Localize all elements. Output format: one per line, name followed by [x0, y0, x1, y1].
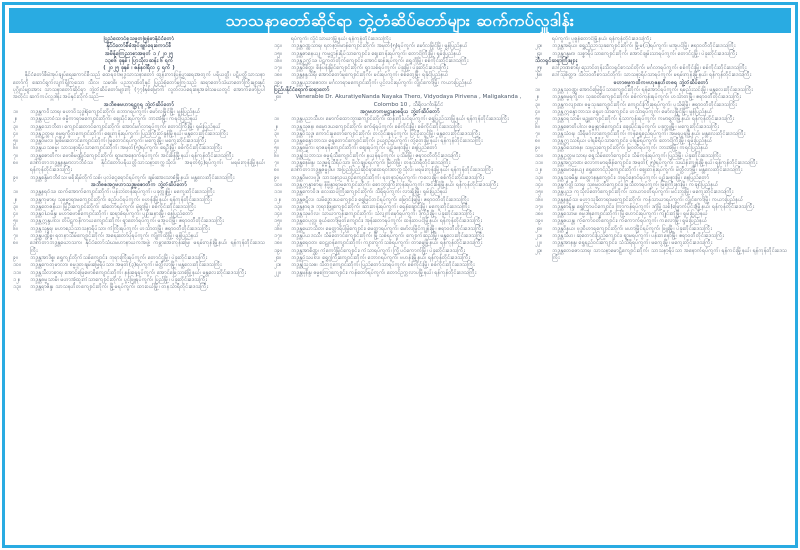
- list-item: [13, 124, 265, 131]
- item-number: ၁၀။: [13, 262, 21, 269]
- item-number: ၁၂။: [274, 196, 282, 203]
- item-number: ၁၅။: [274, 218, 282, 225]
- item-number: ၂၁။: [535, 233, 543, 240]
- item-text: ဘဒ္ဒန္တစန္ဒိမာဘိဝံသ၊ မစိုးရိမ်တိုက်သစ်၊ ပုလဲငွေရောင်ရပ်ကွက်၊ ချမ်းအေးသာစံမြို့နယ်၊ မန္တလေးတိုင်းဒေသကြီး: [30, 174, 235, 181]
- item-text: ဘဒ္ဒန္တဣန္ဒောဘာသ၊ ရွှေဟင်္သာကျောင်း၊ ဟင်္သာရပ်ကွက်၊ မော်လမြိုင်မြို့၊ မွန်ပြည်နယ်: [552, 108, 713, 115]
- item-number: ၁၉။: [274, 79, 282, 86]
- item-text: ဘဒ္ဒန္တဩဘာသ၊ ဓမ္မရံသီကျောင်းတိုက်၊ နယုန်ရပ်ကွက်၊ ပုသိမ်မြို့၊ ဧရာဝတီတိုင်းဒေသကြီး: [291, 152, 461, 159]
- item-number: ၇။: [13, 152, 18, 159]
- list-item: [13, 218, 265, 225]
- item-text: ဘဒ္ဒန္တဝိမလ၊ မြစိမ်းတောင်ကျောင်းတိုက်၊ မြတောင်ရပ်ကွက်၊ မကွေးမြို့၊ မကွေးတိုင်းဒေသကြီး: [30, 138, 206, 145]
- item-number: ၈။: [13, 160, 18, 167]
- item-number: ၄။: [274, 138, 279, 145]
- item-number: ၅။: [535, 116, 540, 123]
- list-item: [535, 72, 787, 79]
- item-number: ၁၇။: [274, 233, 282, 240]
- item-text: ဘဒ္ဒန္တဝိသုဒ္ဓ၊ ကောင်းမှုတော်ကျောင်းတိုက်၊ တလိုင်းစုရပ်ကွက်၊ ပြင်ဦးလွင်မြို့၊ မန္တလေးတိုင်းဒေသကြီး: [291, 130, 480, 137]
- item-text: ဘဒ္ဒန္တဥက္ကံသ၊ ပိဋကတ်တိုက်ကျောင်း၊ အောင်ဆန်းရပ်ကွက်၊ ရွှေဘိုမြို့၊ စစ်ကိုင်းတိုင်းဒေသကြီး: [291, 57, 469, 64]
- item-number: ၂၆။: [535, 72, 543, 79]
- item-text: ဘဒ္ဒန္တဝိမလဗုဒ္ဓိ၊ သာသနာ့ဥယျာဉ်ကျောင်းတိုက်၊ ရတနာပုံရပ်ကွက်၊ ကလေးမြို့၊ စစ်ကိုင်းတိုင်းဒေသကြီး: [291, 174, 484, 181]
- list-item: [535, 240, 787, 247]
- list-item: [274, 116, 526, 123]
- item-number: ၁၉။: [274, 247, 282, 254]
- list-item: [535, 175, 787, 182]
- list-item: [535, 218, 787, 225]
- item-number: ၁၈။: [535, 211, 543, 218]
- item-number: ၉။: [13, 254, 18, 261]
- item-number: ၃။: [13, 203, 18, 210]
- list-item: [535, 189, 787, 196]
- item-text: ဘဒ္ဒန္တဇောတိပါလ၊ ဇမ္ဗူရာဇ်ကျောင်း၊ ဈေးပိုင်းရပ်ကွက်၊ ပခုက္ကူမြို့၊ မကွေးတိုင်းဒေသကြီး: [552, 123, 719, 130]
- item-number: ၁။: [274, 116, 279, 123]
- list-item: [274, 51, 526, 58]
- item-text: ဘဒ္ဒန္တဥတ္တမသာရ၊ ရွှေသိမ်တော်ကျောင်း၊ သိမ်ကုန်းရပ်ကွက်၊ ပြည်မြို့၊ ပဲခူးတိုင်းဒေသကြီး: [552, 152, 721, 159]
- item-number: ၁၀။: [535, 152, 543, 159]
- item-number: ၉။: [535, 145, 540, 152]
- item-number: ၁၂။: [535, 167, 543, 174]
- item-number: ၆။: [274, 152, 279, 159]
- group-label: သီလရှင်ဆရာကြီးများ: [535, 57, 577, 64]
- column-2: [274, 36, 526, 542]
- item-number: ၁၄။: [274, 43, 282, 50]
- item-number: ၇။: [13, 233, 18, 240]
- item-text: ဒေါ်သုစိတ္တာ၊ သီလဝတီစာသင်တိုက်၊ သာသနာ့ရိပ်သာရပ်ကွက်၊ မရမ်းကုန်းမြို့နယ်၊ ရန်ကုန်တိုင်းဒေသကြီး: [552, 72, 752, 79]
- item-number: ၁၁။: [535, 160, 543, 167]
- item-text: ဘဒ္ဒန္တဝါယမိန္ဒ၊ မဟာဗောဓိကျောင်းတိုက်၊ ဆရာစံရပ်ကွက်၊ ပျဉ်းမနားမြို့၊ နေပြည်တော်: [30, 211, 193, 218]
- item-text: ဒေါ်ဉာဏစာရီ၊ ညောင်တုန်းသီလရှင်စာသင်တိုက်၊ မင်္ဂလာရပ်ကွက်၊ စစ်ကိုင်းမြို့၊ စစ်ကိုင်းတိုင်းဒေသကြီး: [552, 65, 747, 72]
- item-number: ၂၀။: [535, 225, 543, 232]
- list-item: [13, 262, 265, 269]
- list-item: [13, 277, 265, 284]
- item-number: ၈။: [274, 167, 279, 174]
- item-text: ဘဒ္ဒန္တသံဝရ၊ သီရိမင်္ဂလာကျောင်းတိုက်၊ ကန်ရွှေစည်ရပ်ကွက်၊ အမရပူရမြို့နယ်၊ မန္တလေးတိုင်းဒေသကြီး: [552, 130, 746, 137]
- item-number: ၃။: [274, 130, 279, 137]
- item-number: ၁၁။: [274, 189, 282, 196]
- item-text: ဘဒ္ဒန္တကောဝိဒ၊ လေးထပ်ကြီးကျောင်းတိုက်၊ သီရိရပ်ကွက်၊ လားရှိုးမြို့၊ ရှမ်းပြည်နယ်: [291, 189, 448, 196]
- item-number: ၁၈။: [274, 240, 282, 247]
- item-text: ဘဒ္ဒန္တဝိစိတ္တ၊ စိန်ပန်းမြိုင်ကျောင်းတိုက်၊ ရွာသစ်ရပ်ကွက်၊ ပဲခူးမြို့၊ ပဲခူးတိုင်းဒေသကြီး: [291, 65, 449, 72]
- list-item: [535, 94, 787, 101]
- item-number: ၂။: [274, 123, 279, 130]
- list-item: [13, 175, 265, 182]
- item-text: ဘဒ္ဒန္တပညာဇောတ၊ မင်္ဂလာရာမကျောင်းတိုက်၊ ပွင့်လင်းရပ်ကွက်၊ လွိုင်ကော်မြို့၊ ကယားပြည်နယ်: [291, 79, 473, 86]
- list-item: [535, 167, 787, 174]
- list-item: [535, 248, 787, 263]
- item-text: ဘဒ္ဒန္တရာဇိန္ဒ၊ သာသနဟိတကျောင်းတိုက်၊ မြို့မရပ်ကွက်၊ ထားဝယ်မြို့၊ တနင်္သာရီတိုင်းဒေသကြီး: [30, 284, 208, 291]
- item-number: ၉။: [274, 174, 279, 181]
- item-text: ဘဒ္ဒန္တအရိယ၊ ရွှေညီညာသုခကျောင်းတိုက်၊ မြို့မ(၁)ရပ်ကွက်၊ မအူပင်မြို့၊ ဧရာဝတီတိုင်းဒေသကြီး: [552, 43, 736, 50]
- item-text: ဘဒ္ဒန္တကေတုမာလာ၊ ဓမ္မဒူတချမ်းမြေ့ရိပ်သာ၊ အမှတ်(၃)ရပ်ကွက်၊ မိတ္ထီလာမြို့၊ မန္တလေးတိုင်းဒေသကြီး: [30, 262, 222, 269]
- item-text: ဘဒ္ဒန္တကုမာရ၊ သုဓမ္မာရာမကျောင်းတိုက်၊ စည်ပင်ရပ်ကွက်၊ ဗဟန်းမြို့နယ်၊ ရန်ကုန်တိုင်းဒေသကြီး: [30, 196, 212, 203]
- item-text: ဘဒ္ဒန္တကလျာဏ၊ ဓမ္မသုခကျောင်းတိုက်၊ ကျောင်းကြီးစုရပ်ကွက်၊ ပုသိမ်မြို့၊ ဧရာဝတီတိုင်းဒေသကြီး: [552, 101, 737, 108]
- item-number: ၃။: [13, 123, 18, 130]
- item-text: ဘဒ္ဒန္တဝိနယ၊ ဗုဒ္ဓဝိဟာရကျောင်းတိုက်၊ မဟာမြိုင်ရပ်ကွက်၊ ဖြူးမြို့၊ ပဲခူးတိုင်းဒေသကြီး: [552, 225, 712, 232]
- item-text: ဘဒ္ဒန္တဣန္ဒပါလ၊ တိပိဋကနိကာယကျောင်းတိုက်၊ ရွာတော်ရပ်ကွက်၊ မအူပင်မြို့၊ ဧရာဝတီတိုင်းဒေသကြီး: [30, 218, 224, 225]
- item-text: ဘဒ္ဒန္တအာဒိစ္စ၊ ရွှေကျင်တိုက်သစ်ကျောင်း၊ ဘုရားကြီးရပ်ကွက်၊ တောင်ငူမြို့၊ ပဲခူးတိုင်းဒေသကြီး: [30, 254, 207, 261]
- item-text: ဘဒ္ဒန္တနန္ဒဝံသ၊ မဟာသုခိတာရာမကျောင်းတိုက်၊ ကန်သာယာရပ်ကွက်၊ လွိုင်ကော်မြို့၊ ကယားပြည်နယ်: [552, 196, 744, 203]
- item-number: ၁၃။: [13, 284, 21, 291]
- item-text: ဘဒ္ဒန္တတေဇောသာရ၊ သာသနာ့မောဠိကျောင်းတိုက်၊ သာသနာ့ရိပ်သာ အနောက်ရပ်ကွက်၊ ရန်ကင်းမြို့နယ်၊ ရန်ကုန်တိုင်းဒေသကြီး: [552, 247, 787, 261]
- item-text: ဘဒ္ဒန္တဝေပုလ္လ၊ စွယ်တော်မြတ်ကျောင်း၊ အုန်းတောရပ်ကွက်၊ ထန်းတပင်မြို့နယ်၊ ရန်ကုန်တိုင်းဒေသကြီး: [291, 218, 482, 225]
- item-text: ဘဒ္ဒန္တယသဓမ္မ၊ သာသနာ့ရိပ်သာကျောင်းတိုက်၊ အမှတ်(၅)ရပ်ကွက်၊ ရေဦးမြို့၊ စစ်ကိုင်းတိုင်းဒေသကြီး: [30, 145, 222, 152]
- item-number: ၂၃။: [535, 247, 543, 254]
- item-number: ၁၅။: [274, 50, 282, 57]
- item-text: ဘဒ္ဒန္တသုဇန၊ ဓမ္မောဒယကျောင်းတိုက်၊ စက်ရုံရပ်ကွက်၊ စစ်ကိုင်းမြို့၊ စစ်ကိုင်းတိုင်းဒေသကြီး: [291, 123, 462, 130]
- list-item: [274, 197, 526, 204]
- list-item: [13, 189, 265, 196]
- item-number: ၂၀။: [274, 254, 282, 261]
- list-item: [274, 145, 526, 152]
- list-item: [535, 124, 787, 131]
- list-item: [535, 197, 787, 204]
- item-text: ဘဒ္ဒန္တပညာဝံသ၊ ဓမ္မိကာရာမကျောင်းတိုက်၊ ဈေးပိုင်းရပ်ကွက်၊ ဘားအံမြို့၊ ကရင်ပြည်နယ်: [30, 116, 198, 123]
- item-text: ဘဒ္ဒန္တနန္ဒသိရီ၊ အောင်တော်မူကျောင်းတိုက်၊ မင်းရပ်ကွက်၊ စစ်တွေမြို့၊ ရခိုင်ပြည်နယ်: [291, 72, 449, 79]
- item-number: ၁၉။: [535, 218, 543, 225]
- item-text: ဘဒ္ဒန္တဇာနေယျ၊ ကမ္မဋ္ဌာန်းရိပ်သာကျောင်း၊ ဈေးတန်းရပ်ကွက်၊ တောင်ကြီးမြို့၊ ရှမ်းပြည်နယ်: [291, 50, 462, 57]
- item-text: ဘဒ္ဒန္တသီဟ၊ ဆုတောင်းပြည့်ကျောင်း၊ ရွာမရပ်ကွက်၊ ပန်းတနော်မြို့၊ ဧရာဝတီတိုင်းဒေသကြီး: [552, 233, 724, 240]
- item-number: ၂၂။: [535, 240, 542, 247]
- list-item: [274, 43, 526, 50]
- list-item: [274, 124, 526, 131]
- item-number: ၁၆။: [274, 225, 282, 232]
- item-text: ဘဒ္ဒန္တဣဿရိယ၊ ပါရမီရိပ်သာကျောင်း၊ ပါရမီရပ်ကွက်၊ တောင်ကြီးမြို့၊ ရှမ်းပြည်နယ်: [552, 138, 713, 145]
- list-item: [13, 226, 265, 233]
- list-item: [13, 197, 265, 204]
- item-number: ၇။: [274, 160, 279, 167]
- list-item: [535, 116, 787, 123]
- item-number: ၁၈။: [274, 72, 282, 79]
- list-item: [535, 51, 787, 58]
- list-item: [13, 270, 265, 277]
- item-number: ၂၅။: [535, 65, 543, 72]
- item-text-english: Venerable Dr. AkuratiyeNanda Nayaka Thero, Vidyodaya Pirivena , Maligakanda , Colombo 10 , သီရိလင်္ကာနိုင်ငံ: [295, 94, 522, 108]
- item-text: ဘဒ္ဒန္တပဏ္ဍိစ္စ၊ ရတနာသိမ်ကျောင်းတိုက်၊ အရေးတော်ပုံရပ်ကွက်၊ ကျိုက်ထိုမြို့၊ မွန်ပြည်နယ်: [30, 233, 199, 240]
- list-item: [274, 80, 526, 87]
- item-text: ဘဒ္ဒန္တသီလာစာရ၊ အောင်မြေဗောဓိကျောင်းတိုက်၊ နန်းရှေ့ရပ်ကွက်၊ အောင်မြေသာစံမြို့နယ်၊ မန္တလေးတိုင်းဒေသကြီး: [30, 269, 246, 276]
- item-number: ၅။: [13, 138, 18, 145]
- list-item: [274, 218, 526, 225]
- item-text: ဘဒ္ဒန္တဝဏ္ဏသာရ၊ ရတနာ့ဗိမာန်ကျောင်းတိုက်၊ အမှတ်(၅)ရပ်ကွက်၊ မော်လမြိုင်မြို့၊ မွန်ပြည်နယ်: [291, 43, 468, 50]
- list-item: [274, 240, 526, 247]
- item-text: ဘဒ္ဒန္တသုန္ဒရ၊ မဟာစည်သာသနာ့ရိပ်သာ၊ ကံကြီးရပ်ကွက်၊ ဟင်္သာတမြို့၊ ဧရာဝတီတိုင်းဒေသကြီး: [30, 225, 210, 232]
- item-number: ၂၂။: [274, 269, 281, 276]
- item-number: ၂။: [13, 196, 18, 203]
- item-number: ၄။: [13, 211, 18, 218]
- item-text: ဘဒ္ဒန္တသောဘိတ၊ ကျောင်းတောင်ကျောင်းတိုက်၊ အောင်မင်္ဂလာရပ်ကွက်၊ တောင်ကြီးမြို့၊ ရှမ်းပြည်နယ်: [30, 123, 221, 130]
- item-text: ဘဒ္ဒန္တဩသဓ၊ သီတဂူကျောင်းတိုက်၊ ပြည်တော်သာရပ်ကွက်၊ စစ်ကိုင်းမြို့၊ စစ်ကိုင်းတိုင်းဒေသကြီး: [291, 262, 475, 269]
- column-3: [535, 36, 787, 542]
- list-item: [274, 189, 526, 196]
- item-text: ဘဒ္ဒန္တဥတ္တရ၊ ဓမ္မရက္ခိတကျောင်းတိုက်၊ ဈေးကုန်းရပ်ကွက်၊ ပြည်ကြီးတံခွန်မြို့နယ်၊ မန္တလေးတိုင်းဒေသကြီး: [30, 130, 228, 137]
- list-item: [13, 284, 265, 291]
- list-item: [535, 43, 787, 50]
- item-text: ဘဒ္ဒန္တနေမိန္ဒ၊ သဒ္ဓမ္မရံသီရိပ်သာ၊ ဗိုလ်ချုပ်ရပ်ကွက်၊ မြိတ်မြို့၊ တနင်္သာရီတိုင်းဒေသကြီး: [291, 160, 451, 167]
- intro-paragraph: နိုင်ငံတော်စီမံအုပ်ချုပ်ရေးကောင်စီသည် ထေရဝါဒဗုဒ္ဓသာသနာတော် ထွန်းကားပြန့်ပွားရေးအတွက် ပရိယတ္တိ၊ ပဋိပတ္တိသာသနာတော်ကို ဆောင်ရွက်လျက်ရှိကြသော သီလ၊ သမာဓိ၊ ပညာဂုဏ်တို့နှင့် ပြည့်စုံတော်မူကြသည့် ဆရာတော်သံဃာတော်ကြီးများနှင့် ပုဂ္ဂိုလ်များအား သာသနာတော်ဆိုင်ရာ ဘွဲ့တံဆိပ်တော်များကို (၇၇)နှစ်မြောက် လွတ်လပ်ရေးနေ့အခါသမယတွင် အောက်ဖော်ပြပါအတိုင်း ဆက်ကပ်လှူဒါန်း အပ်နှင်းလိုက်သည်—: [13, 72, 265, 101]
- item-text: ဘဒ္ဒန္တရေဝတ၊ ဝေဠုဝန်ကျောင်းတိုက်၊ ကျားကွက်သစ်ရပ်ကွက်၊ တာမွေမြို့နယ်၊ ရန်ကုန်တိုင်းဒေသကြီး: [291, 240, 483, 247]
- item-text: ဘဒ္ဒန္တအာနန္ဒ၊ ရွှေရည်ဝင်းကျောင်း၊ သံသီရိရပ်ကွက်၊ မကွေးမြို့၊ မကွေးတိုင်းဒေသကြီး: [552, 240, 713, 247]
- list-item: [535, 102, 787, 109]
- list-item: [535, 226, 787, 233]
- item-number: ၁၆။: [535, 196, 543, 203]
- item-text: ဘဒ္ဒန္တစာရိန္ဒ၊ ရွှေကြာပင်ကျောင်း၊ ကြာကန်ရပ်ကွက်၊ ဒဂုံမြို့သစ်(မြောက်ပိုင်း)မြို့နယ်၊ ရန်ကုန်တိုင်းဒေသကြီး: [552, 203, 754, 210]
- item-number: ၆။: [13, 145, 18, 152]
- section-heading: ( ၂၀၂၅ ခုနှစ် ၊ ဇန်နဝါရီလ ၄ ရက် ): [103, 65, 175, 72]
- section-heading: ၁၃၈၆ ခုနှစ် ၊ ပြာသိုလဆန်း ၆ ရက်: [104, 57, 174, 64]
- item-number: ၅။: [274, 145, 279, 152]
- section-heading: နိုင်ငံတော်စီမံအုပ်ချုပ်ရေးကောင်စီ: [106, 43, 172, 50]
- section-heading: အမိန့်ကြေညာစာအမှတ် ၁ / ၂၀၂၅: [105, 50, 173, 57]
- item-number: ၂။: [13, 116, 18, 123]
- list-item: [13, 145, 265, 152]
- list-item: [274, 167, 526, 174]
- item-number: ၁၇။: [535, 203, 543, 210]
- item-number: ၁၄။: [535, 181, 543, 188]
- item-text: ဘဒ္ဒန္တဓမ္မိက၊ ရာဇမုနိကျောင်းတိုက်၊ ဈေးရပ်ကွက်၊ ပျဉ်းမနားမြို့၊ နေပြည်တော်: [291, 145, 438, 152]
- item-text: ဘဒ္ဒန္တဇောတိက၊ ဗောဓိမဏ္ဍိုင်ကျောင်းတိုက်၊ ရွာမအနောက်ရပ်ကွက်၊ အင်းစိန်မြို့နယ်၊ ရန်ကုန်တိုင်းဒေသကြီး: [30, 152, 234, 159]
- item-text: ဘဒ္ဒန္တပညာသီဟ၊ မောက်ထောဘွားကျောင်းတိုက်၊ ထန်းကိုးပင်ရပ်ကွက်၊ ရွှေပြည်သာမြို့နယ်၊ ရန်ကုန်တိုင်းဒေသကြီး: [291, 116, 509, 123]
- section-heading: ပြည်ထောင်စုသမ္မတမြန်မာနိုင်ငံတော်: [103, 36, 175, 42]
- item-text: ဘဒ္ဒန္တတေဇနိယ၊ မြို့ဦးကျောင်းတိုက်၊ ဆံတော်ရပ်ကွက်၊ မုံရွာမြို့၊ စစ်ကိုင်းတိုင်းဒေသကြီး: [30, 203, 196, 210]
- item-number: ၄။: [535, 108, 540, 115]
- item-text: ဒေါက်တာဘဒ္ဒန္တဃောသက၊ နိုင်ငံတော်သံဃမဟာနာယကအဖွဲ့၊ ကမ္ဘာအေးကုန်းမြေ၊ မရမ်းကုန်းမြို့နယ်၊ ရန်ကုန်တိုင်းဒေသကြီး: [30, 240, 265, 254]
- list-item: [274, 226, 526, 233]
- item-number: ၃။: [535, 101, 540, 108]
- item-number: ၁။: [535, 87, 540, 94]
- list-item: [274, 175, 526, 182]
- section-heading: အဂ္ဂမဟာကမ္မဋ္ဌာနာစရိယ ဘွဲ့တံဆိပ်တော်: [360, 108, 440, 115]
- item-number: ၁၇။: [274, 65, 282, 72]
- item-number: ၈။: [13, 240, 18, 247]
- section-heading: အဘိဓဇမဟာရဋ္ဌဂုရု ဘွဲ့တံဆိပ်တော်: [103, 101, 175, 108]
- item-text: ဘဒ္ဒန္တစန္ဒောဘာသ၊ ရွှေတောင်ကျောင်းတိုက်၊ ဥယျာဉ်ရပ်ကွက်၊ တွံတေးမြို့နယ်၊ ရန်ကုန်တိုင်းဒေသကြီး: [291, 138, 483, 145]
- list-item: [535, 153, 787, 160]
- item-text: ဘဒ္ဒန္တဇဋိလ၊ သမိဒ္ဓောဒယကျောင်း၊ ရွှေမြင်တင်ရပ်ကွက်၊ မြောင်းမြမြို့၊ ဧရာဝတီတိုင်းဒေသကြီး: [291, 196, 469, 203]
- item-text: ဘဒ္ဒန္တသုဝဏ္ဏ၊ အောင်မြေရိပ်သာကျောင်းတိုက်၊ ရန်အောင်ရပ်ကွက်၊ ရမည်းသင်းမြို့၊ မန္တလေးတိုင်းဒေသကြီး: [552, 87, 753, 94]
- item-text: ဒေါက်တာဘဒ္ဒန္တဇမ္ဗုဒီပ၊ အပြည်ပြည်ဆိုင်ရာထေရဝါဒတက္ကသိုလ်၊ မရမ်းကုန်းမြို့နယ်၊ ရန်ကုန်တိုင်းဒေသကြီး: [291, 167, 493, 174]
- item-text: ဘဒ္ဒန္တဃောသိတ၊ မေတ္တာရိပ်မြုံကျောင်း၊ မေတ္တာရပ်ကွက်၊ မော်လမြိုင်ကျွန်းမြို့၊ ဧရာဝတီတိုင်းဒေသကြီး: [291, 225, 483, 232]
- section-heading: အဘိဓဇအဂ္ဂမဟာသဒ္ဓမ္မဇောတိက ဘွဲ့တံဆိပ်တော်: [91, 181, 187, 188]
- item-text: ဒေါက်တာဘဒ္ဒန္တနန္ဒမာလာဘိဝံသ၊ နိုင်ငံတော်ပရိယတ္တိသာသနာ့တက္ကသိုလ်၊ အမှတ်(၄)ရပ်ကွက်၊ မရမ်းကုန်းမြို့နယ်၊ ရန်ကုန်တိုင်းဒေသကြီး: [30, 160, 265, 174]
- item-text: ဘဒ္ဒန္တဓမ္မသာမိ၊ မဟာအံ့ထူးကံသာကျောင်းတိုက်၊ ပွင့်ဖြူရပ်ကွက်၊ ပြည်မြို့၊ ပဲခူးတိုင်းဒေသကြီး: [30, 276, 207, 283]
- item-number: ၄။: [13, 130, 18, 137]
- article-columns: [13, 36, 787, 542]
- list-item: [13, 116, 265, 123]
- item-number: ၆။: [535, 123, 540, 130]
- item-number: ၁၂။: [13, 276, 21, 283]
- item-number: ၆။: [13, 225, 18, 232]
- item-number: ၂။: [535, 94, 540, 101]
- item-text: ဘဒ္ဒန္တဂန္ဓမာ၊ သစ္စာရိပ်သာကျောင်းတိုက်၊ အောင်ချမ်းသာရပ်ကွက်၊ တောင်ငူမြို့၊ ပဲခူးတိုင်းဒေသကြီး: [552, 50, 737, 57]
- item-text: ဘဒ္ဒန္တဣန္ဒာစာရ၊ နိဗ္ဗိန္ဒာရာမကျောင်းတိုက်၊ စောဘွားကြီးကုန်းရပ်ကွက်၊ အင်းစိန်မြို့နယ်၊ ရန်ကုန်တိုင်းဒေသကြီး: [291, 181, 498, 188]
- item-number: ၅။: [13, 218, 18, 225]
- group-label: ပြည်ပနိုင်ငံရောက်ဆရာတော်: [274, 87, 330, 94]
- item-text: ဘဒ္ဒန္တဇယန္တ၊ ကံ့ကော်ဝတီကျောင်း၊ ကံကောက်ရပ်ကွက်၊ ကလောမြို့၊ ရှမ်းပြည်နယ်: [552, 218, 708, 225]
- list-item: [274, 248, 526, 255]
- section-heading: မဟာဓမ္မကထိကဗဟုဇနဟိတဓရ ဘွဲ့တံဆိပ်တော်: [613, 79, 709, 86]
- page-title: သာသနာတော်ဆိုင်ရာ ဘွဲ့တံဆိပ်တော်များ ဆက်ကပ်လှူဒါန်း: [225, 10, 575, 30]
- item-number: ၁။: [13, 108, 18, 115]
- item-text: ဘဒ္ဒန္တသုခမိန္ဒ၊ မေတ္တာနန္ဒကျောင်း၊ ဘုရင့်နောင်ရပ်ကွက်၊ ပျဉ်းမနားမြို့၊ နေပြည်တော်: [552, 174, 710, 181]
- item-text: ဘဒ္ဒန္တဝိသောဓန၊ သဗ္ဗညုကျောင်းတိုက်၊ မြဝတီရပ်ကွက်၊ ဘားအံမြို့၊ ကရင်ပြည်နယ်: [552, 145, 709, 152]
- item-number: ၁၅။: [535, 189, 543, 196]
- item-number: ၂၄။: [535, 50, 543, 57]
- item-number: ၂၃။: [535, 43, 543, 50]
- item-number: ၂၀။: [274, 94, 282, 101]
- item-text: ဘဒ္ဒန္တအာစိဏ္ဏ၊ ကံ့ကော်မြိုင်ကျောင်း၊ ကံသာရပ်ကွက်၊ ကြို့ပင်ကောက်မြို့၊ ပဲခူးတိုင်းဒေသကြီး: [291, 247, 465, 254]
- list-item: [274, 94, 526, 109]
- item-number: ၁၃။: [274, 203, 282, 210]
- list-item: [13, 160, 265, 175]
- list-item: [13, 153, 265, 160]
- item-text: ဘဒ္ဒန္တကဝိသာရ၊ မဟာဝိသုဒ္ဓါရုံကျောင်းတိုက်၊ ဘောဂရပ်ကွက်၊ မော်လမြိုင်မြို့၊ မွန်ပြည်နယ်: [30, 108, 201, 115]
- list-item: [274, 262, 526, 269]
- item-text: ဘဒ္ဒန္တဓမ္မရက္ခိတ၊ သုခဝတီကျောင်းတိုက်၊ စစ်ကဲကုန်းရပ်ကွက်၊ ဟင်္သာတမြို့၊ ဧရာဝတီတိုင်းဒေသကြီး: [552, 94, 741, 101]
- item-text: ဘဒ္ဒန္တမုနိန္ဒ၊ ဓမ္မစကြာကျောင်း၊ ကန်တော်ရပ်ကွက်၊ တောင်ဥက္ကလာပမြို့နယ်၊ ရန်ကုန်တိုင်းဒေသကြီး: [291, 269, 477, 276]
- title-band: [9, 8, 791, 33]
- list-item: [13, 240, 265, 255]
- item-text: ဘဒ္ဒန္တပုည၊ ကုသိုလ်တော်ကျောင်းတိုက်၊ သာယာဝတီရပ်ကွက်၊ မင်းဘူးမြို့၊ မကွေးတိုင်းဒေသကြီး: [552, 189, 734, 196]
- item-number: ၁၆။: [274, 57, 282, 64]
- item-number: ၇။: [535, 130, 540, 137]
- item-text: ဘဒ္ဒန္တသောမ၊ ဓမ္မဒါနကျောင်းတိုက်၊ မြို့ဟောင်းရပ်ကွက်၊ ကျိုင်းတုံမြို့၊ ရှမ်းပြည်နယ်: [552, 211, 709, 218]
- list-item: [274, 270, 526, 277]
- item-number: ၁၃။: [535, 174, 543, 181]
- list-item: [274, 153, 526, 160]
- item-text: ဘဒ္ဒန္တဝံသပါလ၊ ရွှေဂူကြီးကျောင်းတိုက်၊ ဘောဂရပ်ကွက်၊ ဗဟန်းမြို့နယ်၊ ရန်ကုန်တိုင်းဒေသကြီး: [291, 254, 470, 261]
- item-number: ၁၁။: [13, 269, 21, 276]
- item-number: ၁၀။: [274, 181, 282, 188]
- item-continuation: ရပ်ကွက်၊ ပုဇွန်တောင်မြို့နယ်၊ ရန်ကုန်တိုင်းဒေသကြီး: [552, 36, 651, 42]
- column-1: [13, 36, 265, 542]
- item-number: ၂၁။: [274, 262, 282, 269]
- item-text: ဘဒ္ဒန္တအဂ္ဂဉာဏ၊ လောကမာရဇိန်ကျောင်း၊ အမှတ်(၂၅)ရပ်ကွက်၊ သင်္ဃန်းကျွန်းမြို့နယ်၊ ရန်ကုန်တိုင်းဒေသကြီး: [552, 160, 758, 167]
- item-number: ၁။: [13, 189, 18, 196]
- item-text: ဘဒ္ဒန္တနာရဒ၊ ဘုရားဖြူကျောင်းတိုက်၊ ဆားတန်းရပ်ကွက်၊ ရေနံချောင်းမြို့၊ မကွေးတိုင်းဒေသကြီး: [291, 203, 470, 210]
- item-text: ဘဒ္ဒန္တနရဝံသ၊ ထက်အောက်ကျောင်းတိုက်၊ ပန်းဘဲတန်းရပ်ကွက်၊ ပခုက္ကူမြို့၊ မကွေးတိုင်းဒေသကြီး: [30, 189, 215, 196]
- item-continuation: ရပ်ကွက်၊ လှိုင်သာယာမြို့နယ်၊ ရန်ကုန်တိုင်းဒေသကြီး: [291, 36, 391, 42]
- item-text: ဘဒ္ဒန္တပိယဒဿီ၊ သိမ်တောင်ကျောင်းတိုက်၊ မြို့သစ်ရပ်ကွက်၊ ကျောက်ဆည်မြို့၊ မန္တလေးတိုင်းဒေသကြီး: [291, 233, 484, 240]
- item-number: ၉။: [13, 174, 18, 181]
- list-item: [274, 72, 526, 79]
- item-text: ဘဒ္ဒန္တမောနေယျ၊ ရွှေတောင်ညိုကျောင်းတိုက်၊ ဈေးတန်းရပ်ကွက်၊ မိတ္ထီလာမြို့၊ မန္တလေးတိုင်းဒေသကြီး: [552, 167, 743, 174]
- item-number: ၁၄။: [274, 211, 282, 218]
- item-text: ဘဒ္ဒန္တသုမင်္ဂလ၊ သာယာကုန်းကျောင်းတိုက်၊ သံလျှက်မှော်ရပ်ကွက်၊ ဒိုက်ဦးမြို့၊ ပဲခူးတိုင်းဒေသကြီး: [291, 211, 474, 218]
- item-text: ဘဒ္ဒန္တကိတ္တိသာရ၊ သုဓမ္မဝတီကျောင်း၊ မြသီတာရပ်ကွက်၊ မြစ်ကြီးနားမြို့၊ ကချင်ပြည်နယ်: [552, 181, 719, 188]
- item-number: ၈။: [535, 138, 540, 145]
- item-text: ဘဒ္ဒန္တဝရသာမိ၊ မဉ္ဇူကျောင်းတိုက်၊ နံ့သာကုန်းရပ်ကွက်၊ ကမာရွတ်မြို့နယ်၊ ရန်ကုန်တိုင်းဒေသကြီး: [552, 116, 734, 123]
- list-item: [535, 145, 787, 152]
